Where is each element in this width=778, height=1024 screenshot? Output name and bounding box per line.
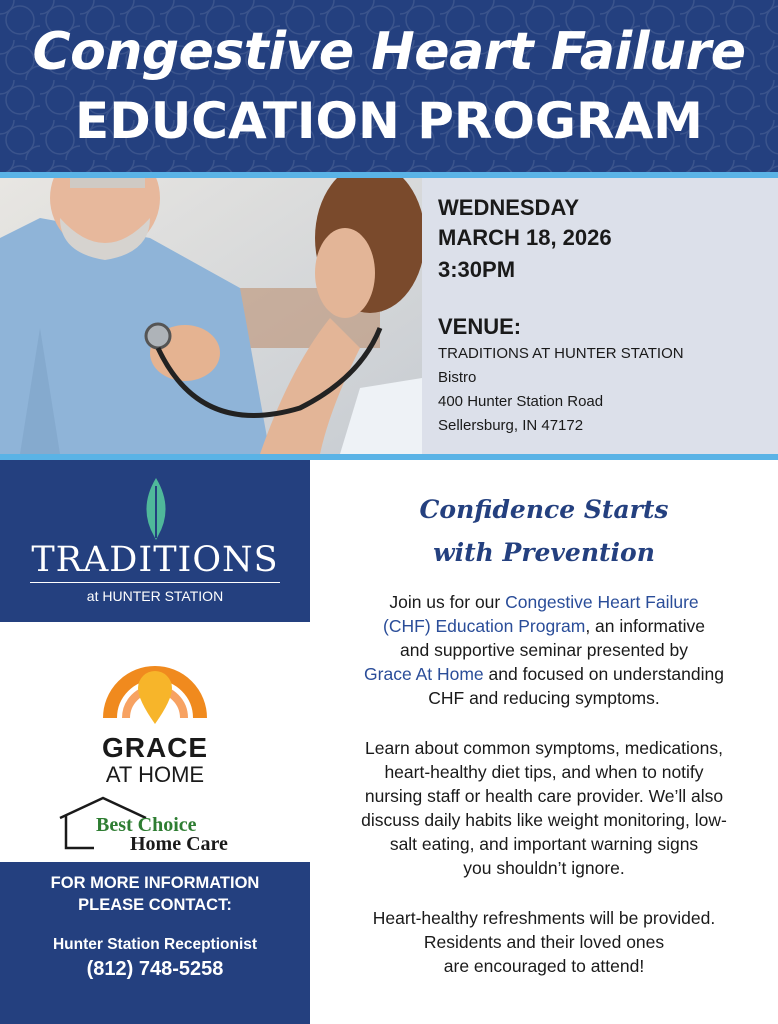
p1-line-3: and supportive seminar presented by xyxy=(400,640,688,660)
p3-line-2: Residents and their loved ones xyxy=(423,932,665,952)
contact-heading xyxy=(0,872,310,916)
title-line-1: Congestive Heart Failure xyxy=(32,22,746,82)
p1-line-4 xyxy=(310,662,778,686)
details-paragraph xyxy=(310,736,778,880)
p1-line-4-b: and focused on understanding xyxy=(483,664,724,684)
tagline xyxy=(310,488,778,574)
venue-room: Bistro xyxy=(438,369,477,386)
grace-at-home-sub: AT HOME xyxy=(105,762,205,787)
event-time: 3:30PM xyxy=(438,257,516,282)
venue-name: TRADITIONS AT HUNTER STATION xyxy=(438,345,684,362)
contact-heading-line-2: PLEASE CONTACT: xyxy=(78,896,232,914)
title-line-2: EDUCATION PROGRAM xyxy=(75,92,703,150)
p2-line-6: you shouldn’t ignore. xyxy=(463,858,625,878)
traditions-sub: at HUNTER STATION xyxy=(86,588,224,604)
p1-line-2-a: (CHF) Education Program xyxy=(383,616,586,636)
tagline-line-1: Confidence Starts xyxy=(419,495,669,524)
doctor-patient-photo xyxy=(0,178,422,454)
p1-line-2-b: , an informative xyxy=(585,616,705,636)
closing-paragraph xyxy=(310,906,778,978)
venue-street: 400 Hunter Station Road xyxy=(438,393,604,410)
intro-paragraph xyxy=(310,590,778,710)
venue-city: Sellersburg, IN 47172 xyxy=(438,417,584,434)
p1-line-4-a: Grace At Home xyxy=(364,664,484,684)
p2-line-4: discuss daily habits like weight monitoring, low- xyxy=(361,810,727,830)
contact-name: Hunter Station Receptionist xyxy=(52,936,258,953)
contact-phone: (812) 748-5258 xyxy=(86,958,224,980)
p3-line-1: Heart-healthy refreshments will be provided. xyxy=(372,908,716,928)
header-banner xyxy=(0,0,778,172)
p1-line-2 xyxy=(310,614,778,638)
grace-at-home-logo-icon xyxy=(102,632,208,724)
traditions-divider xyxy=(30,582,280,583)
p2-line-1: Learn about common symptoms, medications, xyxy=(365,738,723,758)
p2-line-5: salt eating, and important warning signs xyxy=(389,834,699,854)
event-details-panel xyxy=(422,178,778,454)
traditions-name: TRADITIONS xyxy=(31,540,279,580)
contact-heading-line-1: FOR MORE INFORMATION xyxy=(50,874,260,892)
best-choice-line-1: Best Choice xyxy=(96,814,197,836)
traditions-leaf-icon xyxy=(138,478,174,540)
p2-line-3: nursing staff or health care provider. We’ll also xyxy=(364,786,724,806)
p3-line-3: are encouraged to attend! xyxy=(443,956,645,976)
best-choice-line-2: Home Care xyxy=(130,833,228,855)
event-day: WEDNESDAY xyxy=(438,195,579,220)
event-date: MARCH 18, 2026 xyxy=(438,225,612,250)
p1-line-5: CHF and reducing symptoms. xyxy=(428,688,660,708)
p1-line-1 xyxy=(310,590,778,614)
p1-line-1-b: Congestive Heart Failure xyxy=(505,592,699,612)
p1-line-1-a: Join us for our xyxy=(389,592,506,612)
venue-label: VENUE: xyxy=(438,314,522,339)
grace-at-home-name: GRACE xyxy=(101,732,209,763)
p2-line-2: heart-healthy diet tips, and when to notify xyxy=(384,762,704,782)
tagline-line-2: with Prevention xyxy=(433,538,655,567)
